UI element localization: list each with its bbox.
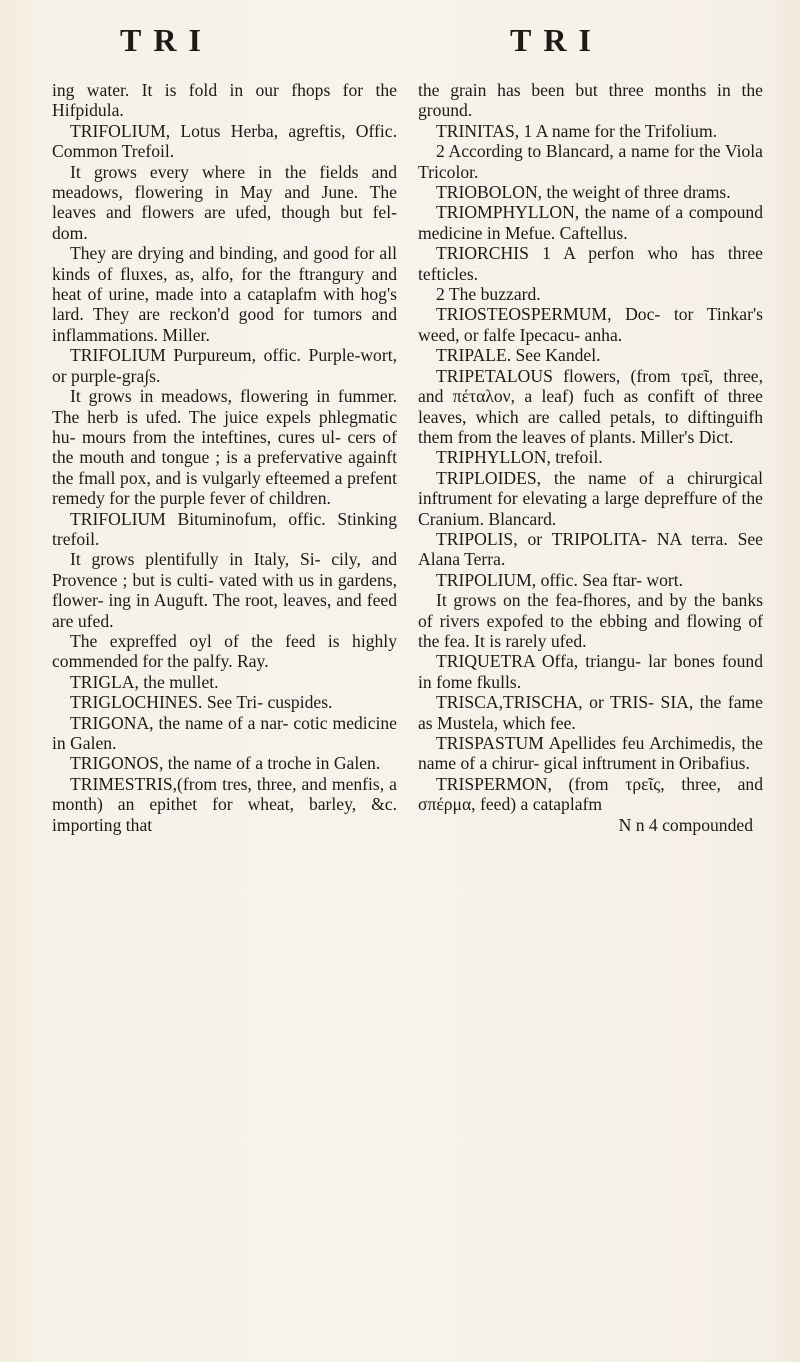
entry-paragraph: TRIPOLIUM, offic. Sea ftar- wort. (436, 569, 684, 590)
running-head-left: TRI (120, 22, 213, 58)
signature-catchword: N n 4 compounded (618, 814, 753, 835)
entry-paragraph: TRIGONOS, the name of a troche in Galen. (70, 753, 381, 774)
entry-paragraph: TRIGLA, the mullet. (70, 671, 219, 692)
entry-paragraph: 2 According to Blancard, a name for the Viola Tricolor. (418, 141, 763, 182)
entry-paragraph: They are drying and binding, and good for all kinds of fluxes, as, alfo, for the ftrangury and heat of urine, made into a cataplafm with hog's lard. They are reckon'd good for tumors and inflammations. Miller. (52, 243, 397, 345)
entry-paragraph: TRINITAS, 1 A name for the Trifolium. (436, 120, 718, 141)
entry-paragraph: TRIFOLIUM, Lotus Herba, agreftis, Offic. Common Trefoil. (52, 120, 397, 162)
entry-paragraph: It grows on the fea-fhores, and by the banks of rivers expofed to the ebbing and flowing of the fea. It is rarely ufed. (418, 590, 763, 651)
entry-paragraph: the grain has been but three months in the ground. (418, 80, 763, 121)
entry-paragraph: TRIOSTEOSPERMUM, Doc- tor Tinkar's weed, or falfe Ipecacu- anha. (418, 304, 763, 345)
entry-paragraph: TRISPERMON, (from τρεῖς, three, and σπέρμα, feed) a cataplafm (418, 773, 763, 815)
entry-paragraph: The expreffed oyl of the feed is highly commended for the palfy. Ray. (52, 630, 397, 672)
entry-paragraph: TRIFOLIUM Purpureum, offic. Purple-wort, or purple-gra∫s. (52, 345, 397, 386)
entry-paragraph: TRIFOLIUM Bituminofum, offic. Stinking trefoil. (52, 508, 397, 549)
left-column (52, 80, 397, 835)
entry-paragraph: 2 The buzzard. (436, 284, 541, 305)
entry-paragraph: TRIPETALOUS flowers, (from τρεῖ, three, and πέταλον, a leaf) fuch as confift of three leaves, which are called petals, to diftinguifh them from the leaves of plants. Miller's Dict. (418, 365, 763, 447)
entry-paragraph: TRIPALE. See Kandel. (436, 345, 601, 366)
entry-paragraph: TRIPHYLLON, trefoil. (436, 447, 603, 468)
entry-paragraph: TRISPASTUM Apellides feu Archimedis, the name of a chirur- gical inftrument in Oribafius. (418, 733, 763, 774)
entry-paragraph: TRIGLOCHINES. See Tri- cuspides. (70, 692, 333, 713)
entry-paragraph: It grows in meadows, flowering in fummer. The herb is ufed. The juice expels phlegmatic hu- mours from the inteftines, cures ul- cers of the mouth and tongue ; is a prefervative againft the fmall pox, and is vulgarly efteemed a prefent remedy for the purple fever of children. (52, 386, 397, 509)
entry-paragraph: TRIOMPHYLLON, the name of a compound medicine in Mefue. Caftellus. (418, 202, 763, 243)
entry-paragraph: TRIQUETRA Offa, triangu- lar bones found in fome fkulls. (418, 651, 763, 692)
entry-paragraph: TRISCA,TRISCHA, or TRIS- SIA, the fame as Mustela, which fee. (418, 692, 763, 733)
entry-paragraph: TRIGONA, the name of a nar- cotic medicine in Galen. (52, 712, 397, 753)
entry-paragraph: It grows every where in the fields and meadows, flowering in May and June. The leaves and flowers are ufed, though but fel- dom. (52, 161, 397, 243)
entry-paragraph: TRIPLOIDES, the name of a chirurgical inftrument for elevating a large depreffure of the Cranium. Blancard. (418, 467, 763, 529)
entry-paragraph: TRIPOLIS, or TRIPOLITA- NA terra. See Alana Terra. (418, 528, 763, 570)
entry-paragraph: TRIOBOLON, the weight of three drams. (436, 182, 731, 203)
running-head-right: TRI (510, 22, 603, 58)
entry-paragraph: It grows plentifully in Italy, Si- cily, and Provence ; but is culti- vated with us in gardens, flower- ing in Auguft. The root, leaves, and feed are ufed. (52, 549, 397, 631)
entry-paragraph: TRIORCHIS 1 A perfon who has three tefticles. (418, 243, 763, 284)
entry-paragraph: ing water. It is fold in our fhops for the Hifpidula. (52, 80, 397, 121)
entry-paragraph: TRIMESTRIS,(from tres, three, and menfis, a month) an epithet for wheat, barley, &c. importing that (52, 773, 397, 835)
right-column (418, 80, 763, 835)
